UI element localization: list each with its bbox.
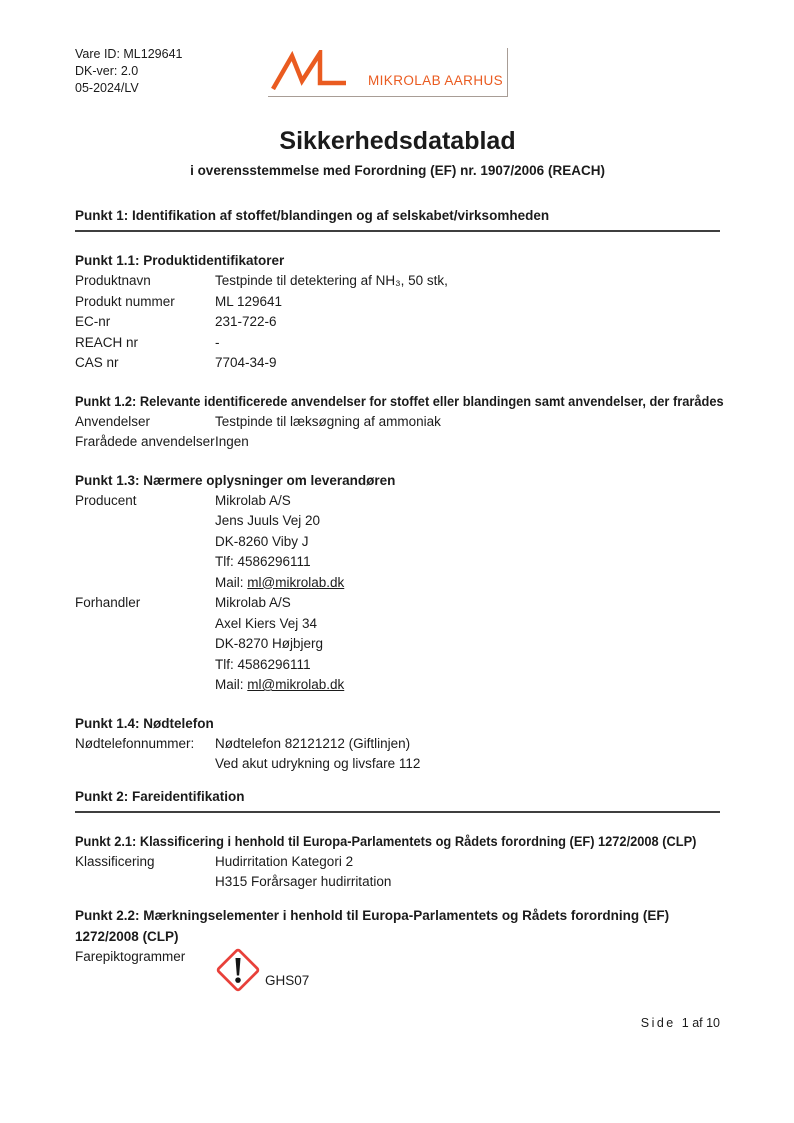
row-value: Testpinde til læksøgning af ammoniak: [215, 413, 441, 429]
section-2-1-heading: Punkt 2.1: Klassificering i henhold til Europa-Parlamentets og Rådets forordning (EF) 1272/2008 (CLP): [75, 833, 697, 849]
ghs07-exclamation-icon: [215, 947, 261, 993]
mikrolab-logo: [268, 48, 508, 97]
row-value: -: [215, 334, 220, 350]
row-label: Forhandler: [75, 595, 141, 610]
farepiktogrammer-row: [75, 947, 720, 993]
row-label: Frarådede anvendelser: [75, 434, 215, 449]
table-row: [75, 333, 720, 354]
address-line: DK-8270 Højbjerg: [215, 636, 324, 651]
table-row: [75, 353, 720, 374]
page-number-value: 1 af 10: [681, 1016, 720, 1030]
producent-row: [75, 491, 720, 594]
date-code: 05-2024/LV: [75, 81, 139, 95]
classification-line: H315 Forårsager hudirritation: [215, 874, 392, 889]
mail-prefix: Mail:: [215, 677, 248, 692]
producent-address-block: [215, 491, 720, 594]
address-line: Tlf: 4586296111: [215, 554, 311, 569]
vare-id: Vare ID: ML129641: [75, 47, 183, 61]
table-row: [75, 271, 720, 292]
row-label: Produkt nummer: [75, 293, 175, 309]
table-row: [75, 412, 720, 433]
emergency-phone-block: [215, 734, 720, 775]
row-label: Nødtelefonnummer:: [75, 735, 195, 751]
klassificering-block: [215, 852, 720, 893]
row-value: Testpinde til detektering af NH₃, 50 stk,: [215, 273, 448, 288]
row-value: ML 129641: [215, 293, 283, 309]
mail-line: [215, 573, 720, 594]
address-line: Mikrolab A/S: [215, 492, 291, 508]
dk-version: DK-ver: 2.0: [75, 64, 139, 78]
table-row: [75, 292, 720, 313]
row-value: Ingen: [215, 434, 249, 449]
row-label: CAS nr: [75, 355, 119, 370]
address-line: Tlf: 4586296111: [215, 656, 311, 672]
logo-wordmark: MIKROLAB AARHUS: [368, 73, 504, 88]
producent-email-link[interactable]: ml@mikrolab.dk: [247, 574, 345, 590]
classification-line: Hudirritation Kategori 2: [215, 853, 354, 869]
section-1-2-heading: Punkt 1.2: Relevante identificerede anvendelser for stoffet eller blandingen samt anvendelser, der frarådes: [75, 393, 724, 409]
forhandler-row: [75, 593, 720, 696]
section-2-2-heading: Punkt 2.2: Mærkningselementer i henhold til Europa-Parlamentets og Rådets forordning (EF) 1272/2008 (CLP): [75, 907, 670, 944]
row-value: 231-722-6: [215, 314, 277, 329]
page-header: [75, 46, 720, 102]
row-label: Produktnavn: [75, 273, 151, 288]
row-value: 7704-34-9: [215, 355, 277, 370]
address-line: Mikrolab A/S: [215, 595, 291, 610]
emergency-line: Ved akut udrykning og livsfare 112: [215, 756, 421, 771]
row-label: REACH nr: [75, 334, 139, 350]
ghs07-pictogram: [215, 947, 309, 993]
page-title: Sikkerhedsdatablad: [279, 127, 516, 155]
section-1-3-heading: Punkt 1.3: Nærmere oplysninger om leverandøren: [75, 472, 396, 488]
forhandler-email-link[interactable]: ml@mikrolab.dk: [247, 677, 345, 692]
row-label: Anvendelser: [75, 413, 151, 429]
emergency-line: Nødtelefon 82121212 (Giftlinjen): [215, 735, 411, 751]
page-number: [641, 1016, 720, 1030]
row-label: Klassificering: [75, 853, 155, 869]
address-line: Jens Juuls Vej 20: [215, 513, 321, 528]
mail-line: [215, 675, 720, 696]
forhandler-address-block: [215, 593, 720, 696]
mikrolab-ml-monogram-icon: [270, 50, 358, 90]
section-2-heading: Punkt 2: Fareidentifikation: [75, 786, 720, 813]
mail-prefix: Mail:: [215, 574, 248, 590]
row-label: Farepiktogrammer: [75, 948, 186, 964]
klassificering-row: [75, 852, 720, 893]
ghs-code-label: GHS07: [265, 973, 310, 988]
emergency-phone-row: [75, 734, 720, 775]
table-row: [75, 312, 720, 333]
table-row: [75, 432, 720, 453]
address-line: DK-8260 Viby J: [215, 533, 309, 549]
row-label: EC-nr: [75, 314, 111, 329]
page-number-word: Side: [640, 1016, 676, 1030]
row-label: Producent: [75, 492, 137, 508]
address-line: Axel Kiers Vej 34: [215, 615, 318, 631]
section-1-4-heading: Punkt 1.4: Nødtelefon: [75, 715, 214, 731]
page-subtitle: i overensstemmelse med Forordning (EF) nr. 1907/2006 (REACH): [190, 163, 605, 178]
section-1-1-heading: Punkt 1.1: Produktidentifikatorer: [75, 253, 285, 268]
section-1-heading: Punkt 1: Identifikation af stoffet/blandingen og af selskabet/virksomheden: [75, 205, 720, 232]
